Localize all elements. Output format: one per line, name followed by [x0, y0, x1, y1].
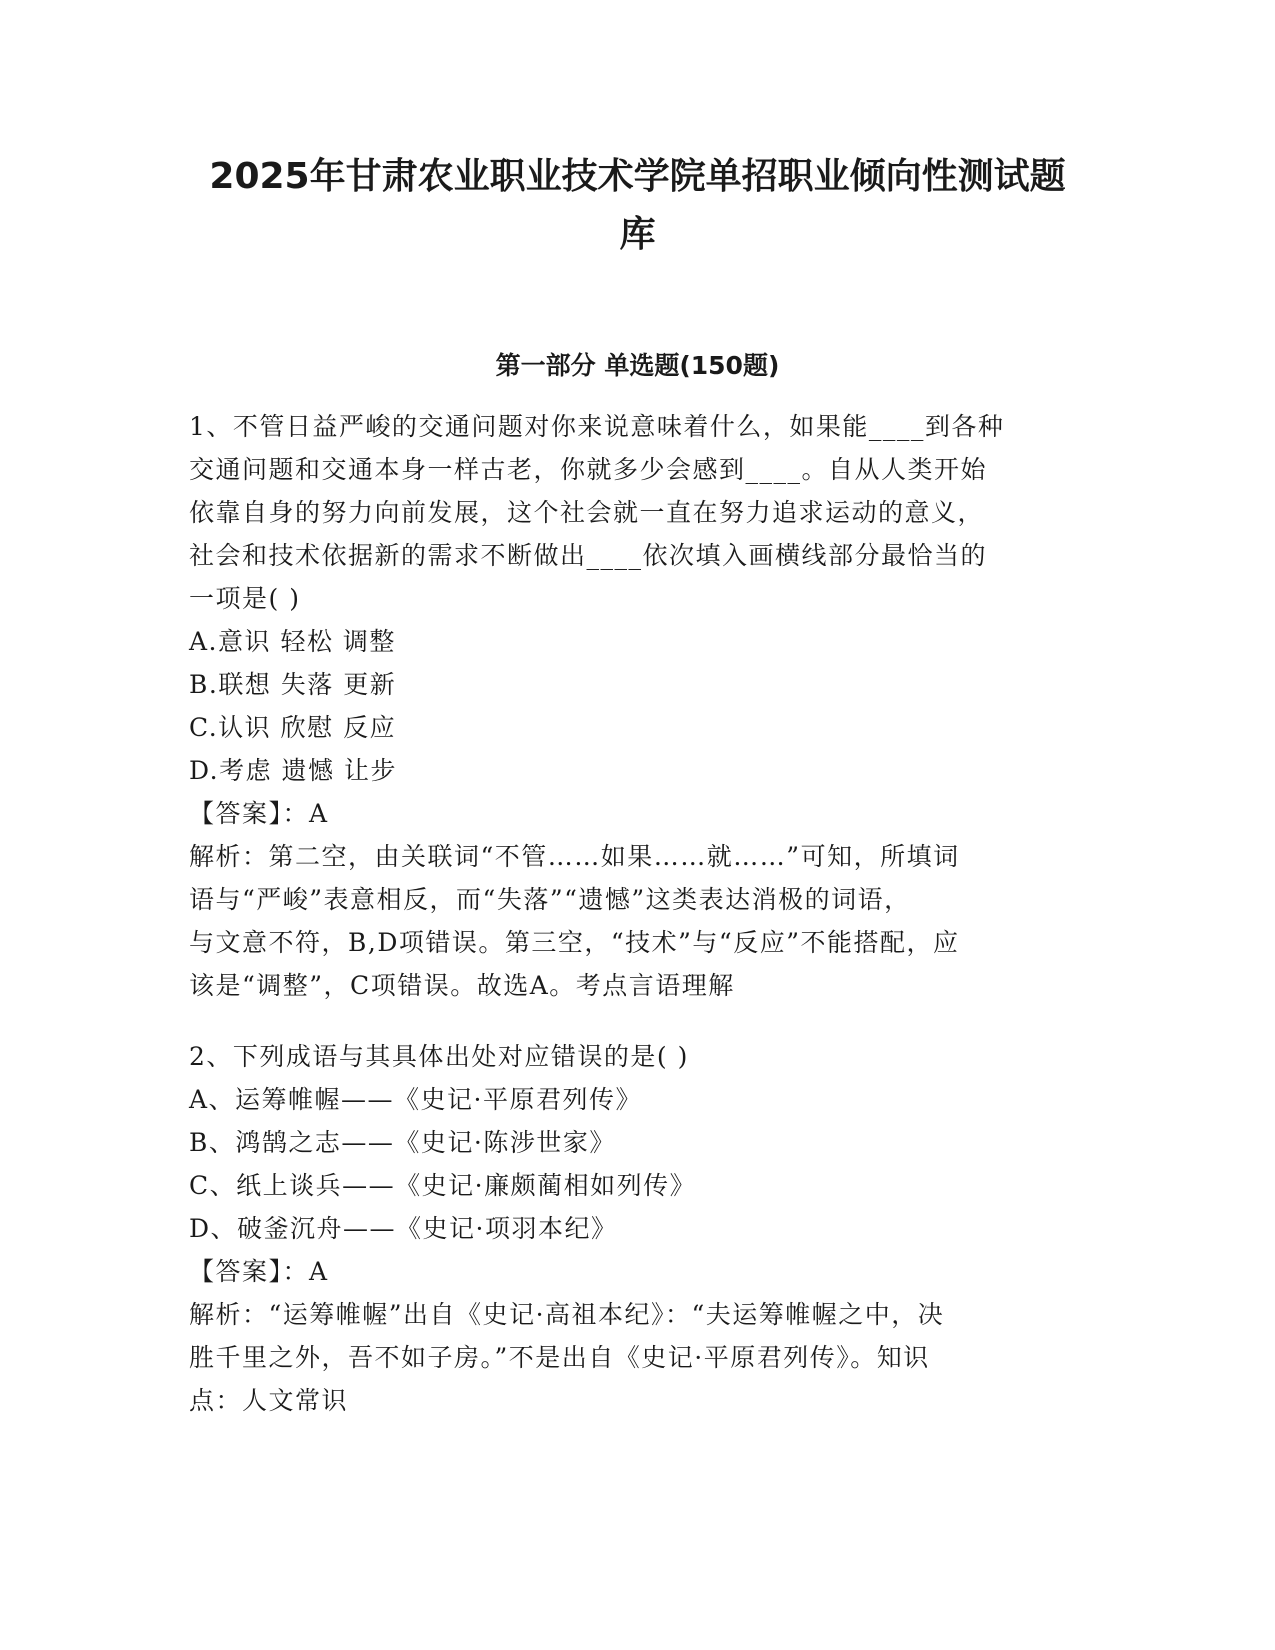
- question-1: [189, 405, 1094, 1007]
- option-d: D、破釜沉舟——《史记·项羽本纪》: [189, 1214, 618, 1243]
- analysis-line: 胜千里之外，吾不如子房。”不是出自《史记·平原君列传》。知识: [189, 1343, 930, 1372]
- option-b: B、鸿鹄之志——《史记·陈涉世家》: [189, 1128, 616, 1157]
- answer-line: 【答案】：A: [189, 1257, 329, 1286]
- question-options: [189, 620, 1094, 792]
- stem-line: 依靠自身的努力向前发展，这个社会就一直在努力追求运动的意义，: [189, 498, 985, 527]
- stem-line: 2、下列成语与其具体出处对应错误的是( ): [189, 1042, 689, 1071]
- analysis-line: 点：人文常识: [189, 1386, 349, 1415]
- question-stem: [189, 1035, 1094, 1078]
- answer-line: 【答案】：A: [189, 799, 329, 828]
- stem-line: 1、不管日益严峻的交通问题对你来说意味着什么，如果能____到各种: [189, 412, 1005, 441]
- title-line-2: 库: [619, 214, 656, 255]
- question-stem: [189, 405, 1094, 620]
- analysis-line: 该是“调整”，C项错误。故选A。考点言语理解: [189, 971, 735, 1000]
- option-c: C.认识 欣慰 反应: [189, 713, 397, 742]
- stem-line: 社会和技术依据新的需求不断做出____依次填入画横线部分最恰当的: [189, 541, 988, 570]
- stem-line: 交通问题和交通本身一样古老，你就多少会感到____。自从人类开始: [189, 455, 988, 484]
- section-heading: 第一部分 单选题(150题): [495, 351, 780, 380]
- analysis-line: 解析：第二空，由关联词“不管……如果……就……”可知，所填词: [189, 842, 960, 871]
- option-b: B.联想 失落 更新: [189, 670, 397, 699]
- question-options: [189, 1078, 1094, 1250]
- analysis-line: 语与“严峻”表意相反，而“失落”“遗憾”这类表达消极的词语，: [189, 885, 911, 914]
- analysis-block: [189, 835, 1094, 1007]
- analysis-block: [189, 1293, 1094, 1422]
- analysis-line: 与文意不符，B,D项错误。第三空，“技术”与“反应”不能搭配，应: [189, 928, 960, 957]
- option-a: A.意识 轻松 调整: [189, 627, 396, 656]
- stem-line: 一项是( ): [189, 584, 301, 613]
- option-c: C、纸上谈兵——《史记·廉颇蔺相如列传》: [189, 1171, 697, 1200]
- option-d: D.考虑 遗憾 让步: [189, 756, 397, 785]
- document-title: [180, 148, 1095, 264]
- question-2: [189, 1035, 1094, 1422]
- analysis-line: 解析：“运筹帷幄”出自《史记·高祖本纪》：“夫运筹帷幄之中，决: [189, 1300, 945, 1329]
- option-a: A、运筹帷幄——《史记·平原君列传》: [189, 1085, 643, 1114]
- title-line-1: 2025年甘肃农业职业技术学院单招职业倾向性测试题: [209, 156, 1066, 197]
